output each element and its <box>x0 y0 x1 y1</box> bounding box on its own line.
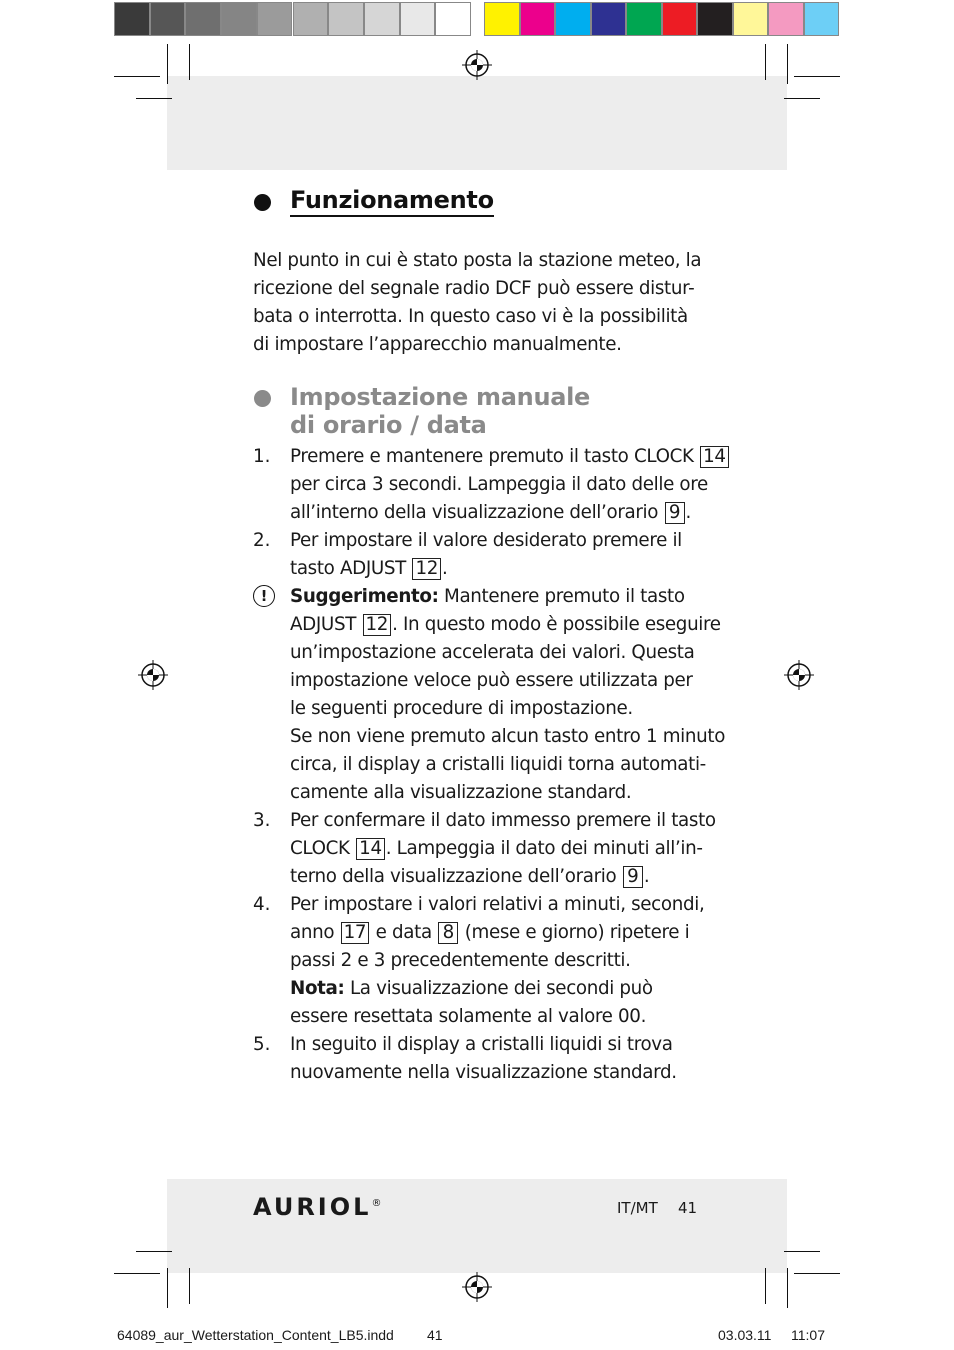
grey-swatch <box>435 2 471 36</box>
tip-line: Se non viene premuto alcun tasto entro 1 minuto <box>290 726 726 747</box>
color-swatch <box>591 2 627 36</box>
section-title-line2: di orario / data <box>290 411 487 439</box>
step-number: 2. <box>253 530 271 551</box>
tip-line: un’impostazione accelerata dei valori. Questa <box>290 642 695 663</box>
step-line: In seguito il display a cristalli liquidi si trova <box>290 1034 673 1055</box>
color-swatch <box>804 2 840 36</box>
color-swatch <box>662 2 698 36</box>
grey-swatch <box>293 2 329 36</box>
color-swatch <box>555 2 591 36</box>
tip-line: camente alla visualizzazione standard. <box>290 782 632 803</box>
part-number-box: 14 <box>700 446 729 468</box>
part-number-box: 9 <box>665 502 685 524</box>
step-line: anno 17 e data 8 (mese e giorno) ripetere i <box>290 922 690 943</box>
registration-mark-icon <box>462 1272 492 1302</box>
header-band <box>167 76 787 170</box>
warning-icon: ! <box>253 585 275 607</box>
part-number-box: 8 <box>438 922 458 944</box>
paragraph-line: bata o interrotta. In questo caso vi è la possibilità <box>253 306 688 327</box>
step-line: Per impostare il valore desiderato premere il <box>290 530 682 551</box>
grey-swatch <box>400 2 436 36</box>
color-swatch <box>484 2 520 36</box>
step-line: Per impostare i valori relativi a minuti, secondi, <box>290 894 705 915</box>
tip-line: circa, il display a cristalli liquidi torna automati- <box>290 754 706 775</box>
step-line: Premere e mantenere premuto il tasto CLOCK 14 <box>290 443 730 471</box>
registration-mark-icon <box>138 660 168 690</box>
color-swatch <box>697 2 733 36</box>
tip-line: ADJUST 12 . In questo modo è possibile eseguire <box>290 614 721 635</box>
slug-date: 03.03.11 <box>718 1327 772 1343</box>
color-swatch <box>626 2 662 36</box>
step-number: 4. <box>253 894 271 915</box>
tip-line: impostazione veloce può essere utilizzata per <box>290 670 693 691</box>
step-line: passi 2 e 3 precedentemente descritti. <box>290 950 631 971</box>
step-number: 5. <box>253 1034 271 1055</box>
slug-filename: 64089_aur_Wetterstation_Content_LB5.indd <box>117 1327 394 1343</box>
registration-mark-icon <box>462 50 492 80</box>
tip-line: Suggerimento: Mantenere premuto il tasto <box>290 586 685 607</box>
step-line: all’interno della visualizzazione dell’orario 9 . <box>290 502 692 523</box>
page-number: 41 <box>678 1199 698 1217</box>
heading-bullet-icon <box>254 390 271 407</box>
step-line: CLOCK 14 . Lampeggia il dato dei minuti all’in- <box>290 838 703 859</box>
step-line: nuovamente nella visualizzazione standard. <box>290 1062 677 1083</box>
color-swatch <box>768 2 804 36</box>
slug-time: 11:07 <box>791 1327 825 1343</box>
grey-swatch <box>185 2 221 36</box>
grey-swatch <box>364 2 400 36</box>
slug-page: 41 <box>427 1327 443 1343</box>
paragraph-line: ricezione del segnale radio DCF può essere distur- <box>253 278 695 299</box>
grey-swatch <box>221 2 257 36</box>
registration-mark-icon <box>784 660 814 690</box>
step-line: per circa 3 secondi. Lampeggia il dato delle ore <box>290 474 708 495</box>
section-title: Funzionamento <box>290 186 494 217</box>
note-line: Nota: La visualizzazione dei secondi può <box>290 978 653 999</box>
part-number-box: 12 <box>412 558 441 580</box>
step-line: tasto ADJUST 12 . <box>290 558 448 579</box>
section-title-line1: Impostazione manuale <box>290 383 591 411</box>
step-line: terno della visualizzazione dell’orario 9 . <box>290 866 650 887</box>
step-line: Per confermare il dato immesso premere il tasto <box>290 810 716 831</box>
part-number-box: 9 <box>623 866 643 888</box>
language-code: IT/MT <box>617 1199 658 1217</box>
grey-swatch <box>257 2 293 36</box>
note-line: essere resettata solamente al valore 00. <box>290 1006 647 1027</box>
grey-swatch <box>328 2 364 36</box>
paragraph-line: di impostare l’apparecchio manualmente. <box>253 334 622 355</box>
paragraph-line: Nel punto in cui è stato posta la stazione meteo, la <box>253 250 702 271</box>
color-swatch <box>733 2 769 36</box>
brand-logo: AURIOL® <box>253 1193 382 1221</box>
color-swatch <box>520 2 556 36</box>
part-number-box: 17 <box>341 922 370 944</box>
grey-swatch <box>150 2 186 36</box>
step-number: 1. <box>253 446 271 467</box>
tip-line: le seguenti procedure di impostazione. <box>290 698 633 719</box>
part-number-box: 12 <box>363 614 392 636</box>
step-number: 3. <box>253 810 271 831</box>
grey-swatch <box>114 2 150 36</box>
part-number-box: 14 <box>356 838 385 860</box>
heading-bullet-icon <box>254 194 271 211</box>
